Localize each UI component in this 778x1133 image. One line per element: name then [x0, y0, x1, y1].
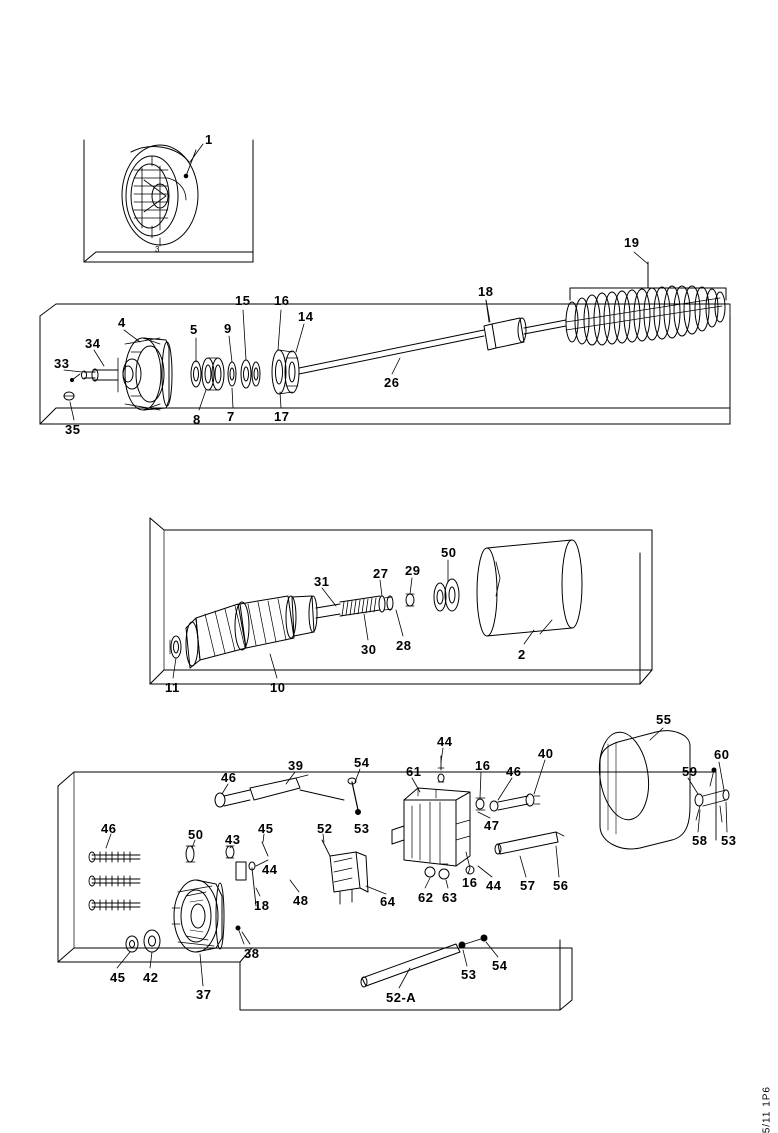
callout-11: 11: [165, 680, 180, 695]
callout-59: 59: [682, 764, 698, 779]
callout-38: 38: [244, 946, 260, 961]
callout-53b: 53: [721, 833, 737, 848]
part-washers-group: [191, 358, 260, 390]
part-bearing-11: [170, 636, 181, 658]
part-shaft-end-fasteners: [64, 369, 118, 400]
callout-57: 57: [520, 878, 536, 893]
callout-60: 60: [714, 747, 730, 762]
bracket-19: [570, 262, 726, 300]
sheet-code: 5/11 1P6: [761, 1086, 772, 1133]
part-brush-leads: [262, 840, 368, 904]
callout-16c: 16: [462, 875, 478, 890]
callout-63: 63: [442, 890, 458, 905]
callout-40: 40: [538, 746, 554, 761]
callout-44: 44: [437, 734, 453, 749]
callout-26: 26: [384, 375, 400, 390]
part-fasteners-right: [466, 794, 540, 874]
callout-62: 62: [418, 890, 434, 905]
callout-9: 9: [224, 321, 232, 336]
part-field-frame: [477, 540, 582, 636]
callout-18b: 18: [254, 898, 270, 913]
callout-31: 31: [314, 574, 330, 589]
callout-5: 5: [190, 322, 198, 337]
callout-44c: 44: [486, 878, 502, 893]
callout-17: 17: [274, 409, 290, 424]
part-link-57-56: [495, 832, 564, 854]
part-armature: [186, 596, 317, 668]
callout-53a: 53: [354, 821, 370, 836]
callout-53c: 53: [461, 967, 477, 982]
callout-34: 34: [85, 336, 101, 351]
callout-43: 43: [225, 832, 241, 847]
callout-30: 30: [361, 642, 377, 657]
callout-52a: 52-A: [386, 990, 417, 1005]
callout-39: 39: [288, 758, 304, 773]
callout-48: 48: [293, 893, 309, 908]
callout-33: 33: [54, 356, 70, 371]
callout-50b: 50: [188, 827, 204, 842]
callout-54b: 54: [492, 958, 508, 973]
callout-37: 37: [196, 987, 212, 1002]
callout-7: 7: [227, 409, 235, 424]
callout-46a: 46: [506, 764, 522, 779]
inset-housing-drawing: [122, 145, 198, 254]
panel-frame-drive: [40, 304, 730, 427]
callout-42: 42: [143, 970, 159, 985]
part-terminal-hardware: [695, 768, 729, 822]
callout-64: 64: [380, 894, 396, 909]
callout-61: 61: [406, 764, 422, 779]
part-field-coil-band: [594, 729, 690, 849]
part-solenoid-body: [392, 756, 470, 879]
callout-1: 1: [205, 132, 213, 147]
callout-10: 10: [270, 680, 286, 695]
callout-52: 52: [317, 821, 333, 836]
callout-16: 16: [274, 293, 290, 308]
callout-16b: 16: [475, 758, 491, 773]
callout-47: 47: [484, 818, 500, 833]
part-spring-clutch-stack: [566, 286, 725, 345]
callout-18: 18: [478, 284, 494, 299]
callout-15: 15: [235, 293, 251, 308]
callout-14: 14: [298, 309, 314, 324]
callout-45a: 45: [258, 821, 274, 836]
callout-56: 56: [553, 878, 569, 893]
part-drive-end-bracket: [118, 338, 172, 410]
part-commutator-spring-stack: [316, 579, 459, 618]
callout-50: 50: [441, 545, 457, 560]
part-washers-45-42: [126, 930, 160, 952]
svg-text:3: 3: [155, 245, 160, 254]
callout-54a: 54: [354, 755, 370, 770]
callout-2: 2: [518, 647, 526, 662]
part-collar-plate: [272, 350, 299, 394]
callout-35: 35: [65, 422, 81, 437]
part-commutator-end-bracket: [172, 880, 224, 952]
panel-frame-armature: [150, 518, 652, 684]
callout-28: 28: [396, 638, 412, 653]
callout-55: 55: [656, 712, 672, 727]
callout-58: 58: [692, 833, 708, 848]
callout-19: 19: [624, 235, 640, 250]
callout-29: 29: [405, 563, 421, 578]
callout-46c: 46: [101, 821, 117, 836]
callout-46b: 46: [221, 770, 237, 785]
callout-44b: 44: [262, 862, 278, 877]
part-armature-shaft: [299, 318, 566, 374]
part-screw-set-46: [89, 852, 140, 910]
part-top-bits-left: [215, 775, 361, 815]
callout-4: 4: [118, 315, 126, 330]
callout-45b: 45: [110, 970, 126, 985]
callout-27: 27: [373, 566, 389, 581]
callout-8: 8: [193, 412, 201, 427]
